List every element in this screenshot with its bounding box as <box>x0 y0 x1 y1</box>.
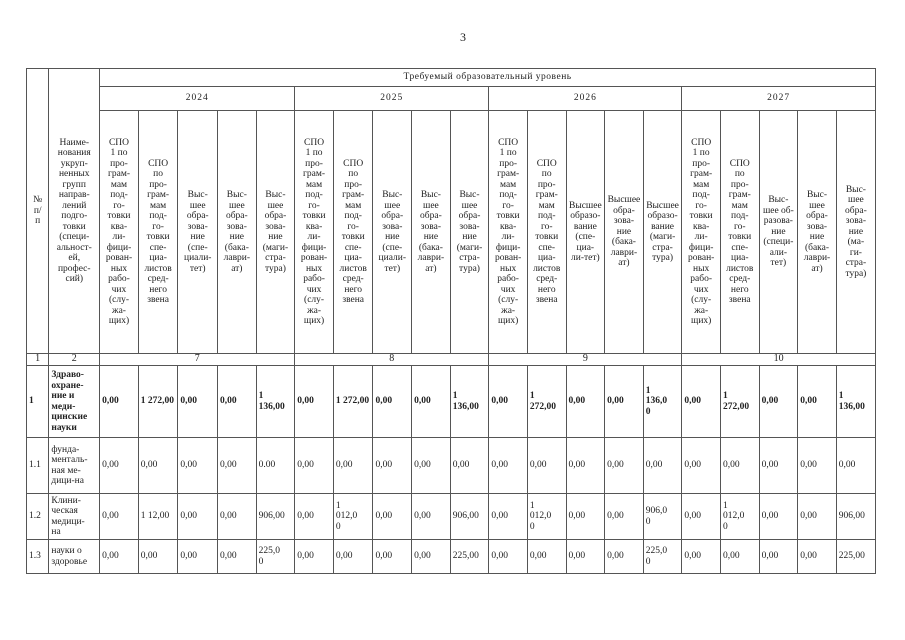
value-cell: 0,00 <box>100 540 139 574</box>
education-level-header: СПО по про- грам- мам под- го- товки спе- циа- листов сред- него звена <box>138 111 178 354</box>
value-cell: 0,00 <box>412 366 451 438</box>
group-name: науки о здоровье <box>49 540 100 574</box>
education-level-header: Выс- шее обра- зова- ние (спе- циали- тет) <box>178 111 218 354</box>
column-number: 7 <box>100 354 295 366</box>
column-number: 8 <box>295 354 489 366</box>
education-level-header: СПО 1 по про- грам- мам под- го- товки ква- ли- фици- рован- ных рабо- чих (слу- жа- щих) <box>100 111 139 354</box>
value-cell: 906,00 <box>256 494 295 540</box>
year-header: 2026 <box>489 87 682 111</box>
value-cell: 0,00 <box>295 438 334 494</box>
value-cell: 225,00 <box>836 540 875 574</box>
column-number: 1 <box>27 354 49 366</box>
value-cell: 0,00 <box>489 438 528 494</box>
year-header: 2025 <box>295 87 489 111</box>
value-cell: 0,00 <box>218 438 257 494</box>
column-number: 2 <box>49 354 100 366</box>
value-cell: 0,00 <box>373 366 412 438</box>
table-row <box>27 494 876 540</box>
value-cell: 1 12,00 <box>138 494 178 540</box>
education-level-header: Высшее обра- зова- ние (бака- лаври- ат) <box>605 111 644 354</box>
value-cell: 0,00 <box>682 494 721 540</box>
education-level-header: Выс- шее обра- зова- ние (ма- ги- стра- тура) <box>836 111 875 354</box>
value-cell: 0,00 <box>566 366 605 438</box>
value-cell: 0,00 <box>100 366 139 438</box>
value-cell: 0,00 <box>682 366 721 438</box>
education-level-header: Выс- шее обра- зова- ние (бака- лаври- ат) <box>412 111 451 354</box>
group-name: Клини- ческая медици- на <box>49 494 100 540</box>
value-cell: 0,00 <box>178 540 218 574</box>
value-cell: 1 272,00 <box>720 366 759 438</box>
value-cell: 0,00 <box>295 366 334 438</box>
row-number: 1 <box>27 366 49 438</box>
education-level-header: Выс- шее обра- зова- ние (бака- лаври- ат) <box>798 111 837 354</box>
value-cell: 1 272,00 <box>527 366 566 438</box>
value-cell: 0,00 <box>333 540 373 574</box>
value-cell: 0,00 <box>178 438 218 494</box>
value-cell: 225,0 0 <box>256 540 295 574</box>
year-header: 2024 <box>100 87 295 111</box>
table-row <box>27 366 876 438</box>
education-level-header: СПО по про- грам- мам под- го- товки спе- циа- листов сред- него звена <box>720 111 759 354</box>
group-name: фунда- менталь- ная ме- дици-на <box>49 438 100 494</box>
value-cell: 0,00 <box>373 540 412 574</box>
value-cell: 1 136,00 <box>256 366 295 438</box>
group-name-header: Наиме- нования укруп- ненных групп направ- лений подго- товки (специ- альност- ей, профес- сий) <box>49 69 100 354</box>
value-cell: 0,00 <box>527 540 566 574</box>
value-cell: 0,00 <box>643 438 682 494</box>
value-cell: 0,00 <box>489 494 528 540</box>
value-cell: 0,00 <box>412 438 451 494</box>
value-cell: 225,0 0 <box>643 540 682 574</box>
row-number: 1.2 <box>27 494 49 540</box>
value-cell: 0,00 <box>566 438 605 494</box>
education-level-header: Выс- шее обра- зова- ние (спе- циали- тет) <box>373 111 412 354</box>
education-level-header: СПО по про- грам- мам под- го- товки спе- циа- листов сред- него звена <box>527 111 566 354</box>
value-cell: 0,00 <box>412 494 451 540</box>
page-number: 3 <box>460 30 466 44</box>
education-level-header: Высшее образо- вание (спе-циа- ли-тет) <box>566 111 605 354</box>
value-cell: 0,00 <box>218 366 257 438</box>
value-cell: 0,00 <box>798 494 837 540</box>
value-cell: 0,00 <box>798 438 837 494</box>
row-number-header: № п/ п <box>27 69 49 354</box>
education-level-header: СПО по про- грам- мам под- го- товки спе- циа- листов сред- него звена <box>333 111 373 354</box>
education-level-header: СПО 1 по про- грам- мам под- го- товки ква- ли- фици- рован- ных рабо- чих (слу- жа- щих) <box>682 111 721 354</box>
value-cell: 0,00 <box>605 366 644 438</box>
value-cell: 0,00 <box>682 438 721 494</box>
value-cell: 1 272,00 <box>138 366 178 438</box>
education-level-header: СПО 1 по про- грам- мам под- го- товки ква- ли- фици- рован- ных рабо- чих (слу- жа- щих) <box>489 111 528 354</box>
value-cell: 1 136,00 <box>450 366 489 438</box>
value-cell: 0.00 <box>256 438 295 494</box>
value-cell: 0,00 <box>218 494 257 540</box>
value-cell: 0,00 <box>333 438 373 494</box>
value-cell: 0,00 <box>566 540 605 574</box>
value-cell: 0,00 <box>566 494 605 540</box>
value-cell: 0,00 <box>373 438 412 494</box>
row-number: 1.1 <box>27 438 49 494</box>
value-cell: 0,00 <box>178 366 218 438</box>
group-name: Здраво- охране- ние и меди- цинские науки <box>49 366 100 438</box>
value-cell: 0,00 <box>373 494 412 540</box>
value-cell: 0,00 <box>798 366 837 438</box>
value-cell: 906,00 <box>450 494 489 540</box>
value-cell: 0,00 <box>100 438 139 494</box>
value-cell: 0,00 <box>720 540 759 574</box>
value-cell: 0,00 <box>138 540 178 574</box>
value-cell: 0,00 <box>295 540 334 574</box>
value-cell: 1 272,00 <box>333 366 373 438</box>
education-level-header: Выс- шее обра- зова- ние (маги- стра- тура) <box>450 111 489 354</box>
value-cell: 0,00 <box>759 494 798 540</box>
row-number: 1.3 <box>27 540 49 574</box>
value-cell: 0,00 <box>798 540 837 574</box>
column-number: 10 <box>682 354 876 366</box>
value-cell: 0,00 <box>450 438 489 494</box>
value-cell: 0,00 <box>489 366 528 438</box>
education-level-header: Выс- шее обра- зова- ние (маги- стра- тура) <box>256 111 295 354</box>
value-cell: 0,00 <box>295 494 334 540</box>
value-cell: 1 136,0 0 <box>643 366 682 438</box>
value-cell: 0,00 <box>100 494 139 540</box>
value-cell: 0,00 <box>759 366 798 438</box>
table-row <box>27 540 876 574</box>
value-cell: 0,00 <box>759 438 798 494</box>
education-level-header: СПО 1 по про- грам- мам под- го- товки ква- ли- фици- рован- ных рабо- чих (слу- жа- щих) <box>295 111 334 354</box>
value-cell: 0,00 <box>759 540 798 574</box>
value-cell: 0,00 <box>218 540 257 574</box>
value-cell: 906,00 <box>836 494 875 540</box>
value-cell: 0,00 <box>682 540 721 574</box>
value-cell: 0,00 <box>138 438 178 494</box>
value-cell: 1 012,0 0 <box>527 494 566 540</box>
value-cell: 0,00 <box>178 494 218 540</box>
education-requirements-table <box>26 68 876 574</box>
value-cell: 0,00 <box>489 540 528 574</box>
education-level-header: Высшее образо- вание (маги- стра- тура) <box>643 111 682 354</box>
value-cell: 0,00 <box>527 438 566 494</box>
value-cell: 1 012,0 0 <box>333 494 373 540</box>
education-level-header: Выс- шее обра- зова- ние (бака- лаври- ат) <box>218 111 257 354</box>
year-header: 2027 <box>682 87 876 111</box>
education-level-header: Выс- шее об- разова- ние (специ- али- тет) <box>759 111 798 354</box>
value-cell: 0,00 <box>720 438 759 494</box>
value-cell: 0,00 <box>605 438 644 494</box>
value-cell: 225,00 <box>450 540 489 574</box>
value-cell: 0,00 <box>605 540 644 574</box>
value-cell: 1 012,0 0 <box>720 494 759 540</box>
value-cell: 0,00 <box>836 438 875 494</box>
value-cell: 0,00 <box>412 540 451 574</box>
required-level-header: Требуемый образовательный уровень <box>100 69 876 87</box>
table-row <box>27 438 876 494</box>
value-cell: 1 136,00 <box>836 366 875 438</box>
column-number: 9 <box>489 354 682 366</box>
value-cell: 0,00 <box>605 494 644 540</box>
value-cell: 906,0 0 <box>643 494 682 540</box>
